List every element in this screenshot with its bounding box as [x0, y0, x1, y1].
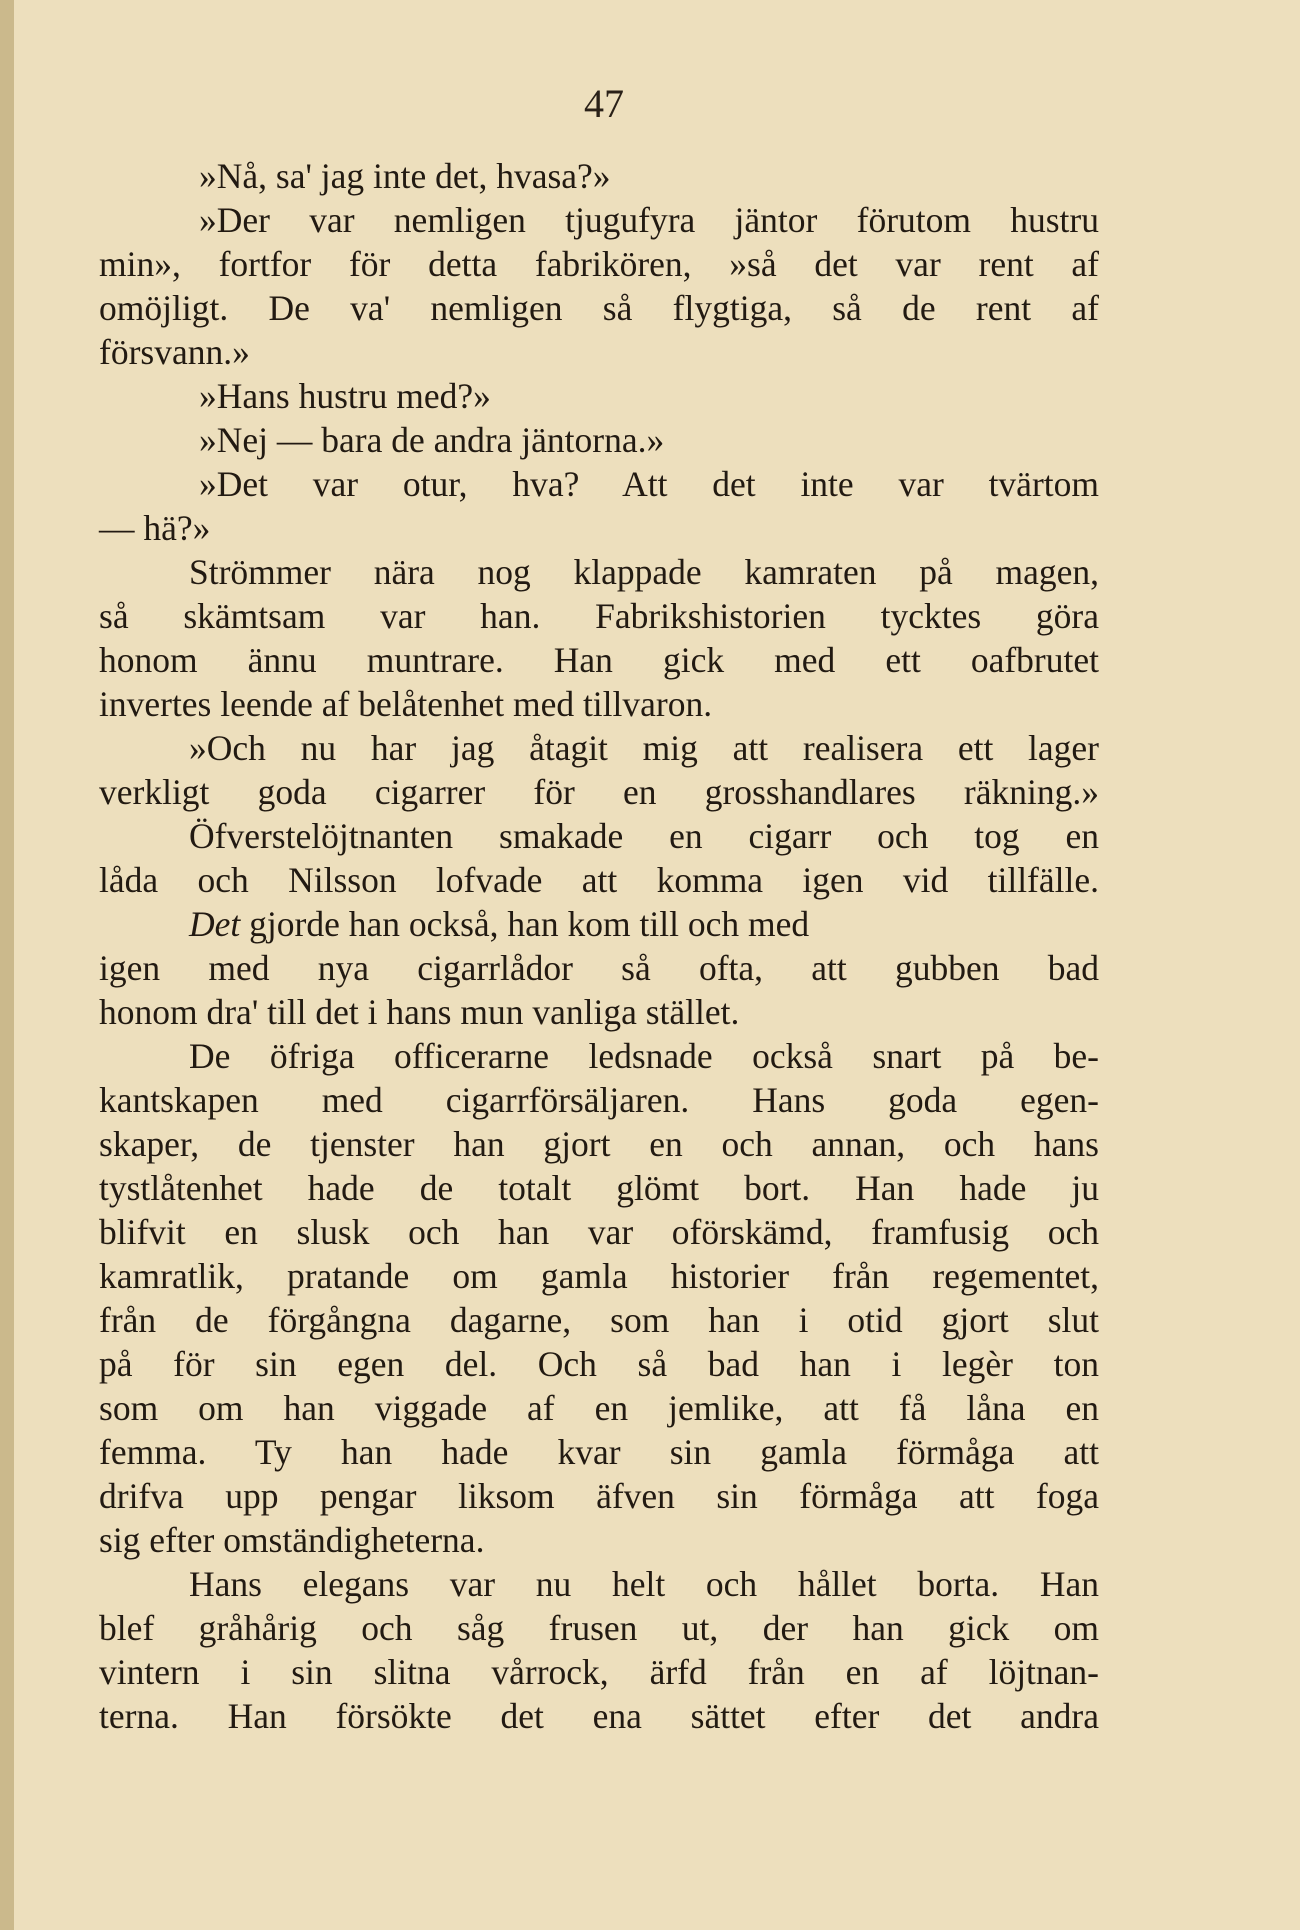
- text-line: »Hans hustru med?»: [199, 376, 491, 416]
- text-line: blifvit en slusk och han var oförskämd, framfusig och: [99, 1212, 1099, 1252]
- text-line: kantskapen med cigarrförsäljaren. Hans goda egen-: [99, 1080, 1099, 1120]
- text-line: kamratlik, pratande om gamla historier från regementet,: [99, 1256, 1099, 1296]
- text-line: »Nå, sa' jag inte det, hvasa?»: [199, 156, 611, 196]
- page-number: 47: [584, 81, 624, 126]
- text-line: så skämtsam var han. Fabrikshistorien tycktes göra: [99, 596, 1099, 636]
- text-line: De öfriga officerarne ledsnade också snart på be-: [189, 1036, 1099, 1076]
- text-line: »Och nu har jag åtagit mig att realisera ett lager: [189, 728, 1099, 768]
- text-line: från de förgångna dagarne, som han i otid gjort slut: [99, 1300, 1099, 1340]
- text-line: låda och Nilsson lofvade att komma igen vid tillfälle.: [99, 860, 1099, 900]
- text-line: skaper, de tjenster han gjort en och annan, och hans: [99, 1124, 1099, 1164]
- text-line: — hä?»: [99, 508, 211, 548]
- text-line: Hans elegans var nu helt och hållet borta. Han: [189, 1564, 1099, 1604]
- text-line: min», fortfor för detta fabrikören, »så det var rent af: [99, 244, 1099, 284]
- text-line: försvann.»: [99, 332, 250, 372]
- text-line: drifva upp pengar liksom äfven sin förmåga att foga: [99, 1476, 1099, 1516]
- text-line: som om han viggade af en jemlike, att få låna en: [99, 1388, 1099, 1428]
- text-line: »Der var nemligen tjugufyra jäntor förutom hustru: [199, 200, 1099, 240]
- text-line: femma. Ty han hade kvar sin gamla förmåga att: [99, 1432, 1099, 1472]
- text-line: vintern i sin slitna vårrock, ärfd från en af löjtnan-: [99, 1652, 1099, 1692]
- text-line: på för sin egen del. Och så bad han i legèr ton: [99, 1344, 1099, 1384]
- text-line: omöjligt. De va' nemligen så flygtiga, så de rent af: [99, 288, 1099, 328]
- book-page: [14, 0, 1300, 1930]
- text-line: terna. Han försökte det ena sättet efter det andra: [99, 1696, 1099, 1736]
- body-text: [99, 154, 1099, 1738]
- text-line: igen med nya cigarrlådor så ofta, att gubben bad: [99, 948, 1099, 988]
- text-line: honom dra' till det i hans mun vanliga stället.: [99, 992, 740, 1032]
- text-line: blef gråhårig och såg frusen ut, der han gick om: [99, 1608, 1099, 1648]
- text-line: Öfverstelöjtnanten smakade en cigarr och tog en: [189, 816, 1099, 856]
- text-line: »Det var otur, hva? Att det inte var tvärtom: [199, 464, 1099, 504]
- page-edge: [0, 0, 14, 1930]
- text-line-rest: gjorde han också, han kom till och med: [249, 904, 810, 944]
- text-line: tystlåtenhet hade de totalt glömt bort. Han hade ju: [99, 1168, 1099, 1208]
- text-line: honom ännu muntrare. Han gick med ett oafbrutet: [99, 640, 1099, 680]
- text-line: »Nej — bara de andra jäntorna.»: [199, 420, 665, 460]
- text-line: verkligt goda cigarrer för en grosshandlares räkning.»: [99, 772, 1099, 812]
- text-line: Strömmer nära nog klappade kamraten på magen,: [189, 552, 1099, 592]
- text-line: invertes leende af belåtenhet med tillvaron.: [99, 684, 713, 724]
- italic-word: Det: [189, 904, 241, 944]
- text-line: [99, 902, 1099, 946]
- text-line: sig efter omständigheterna.: [99, 1520, 485, 1560]
